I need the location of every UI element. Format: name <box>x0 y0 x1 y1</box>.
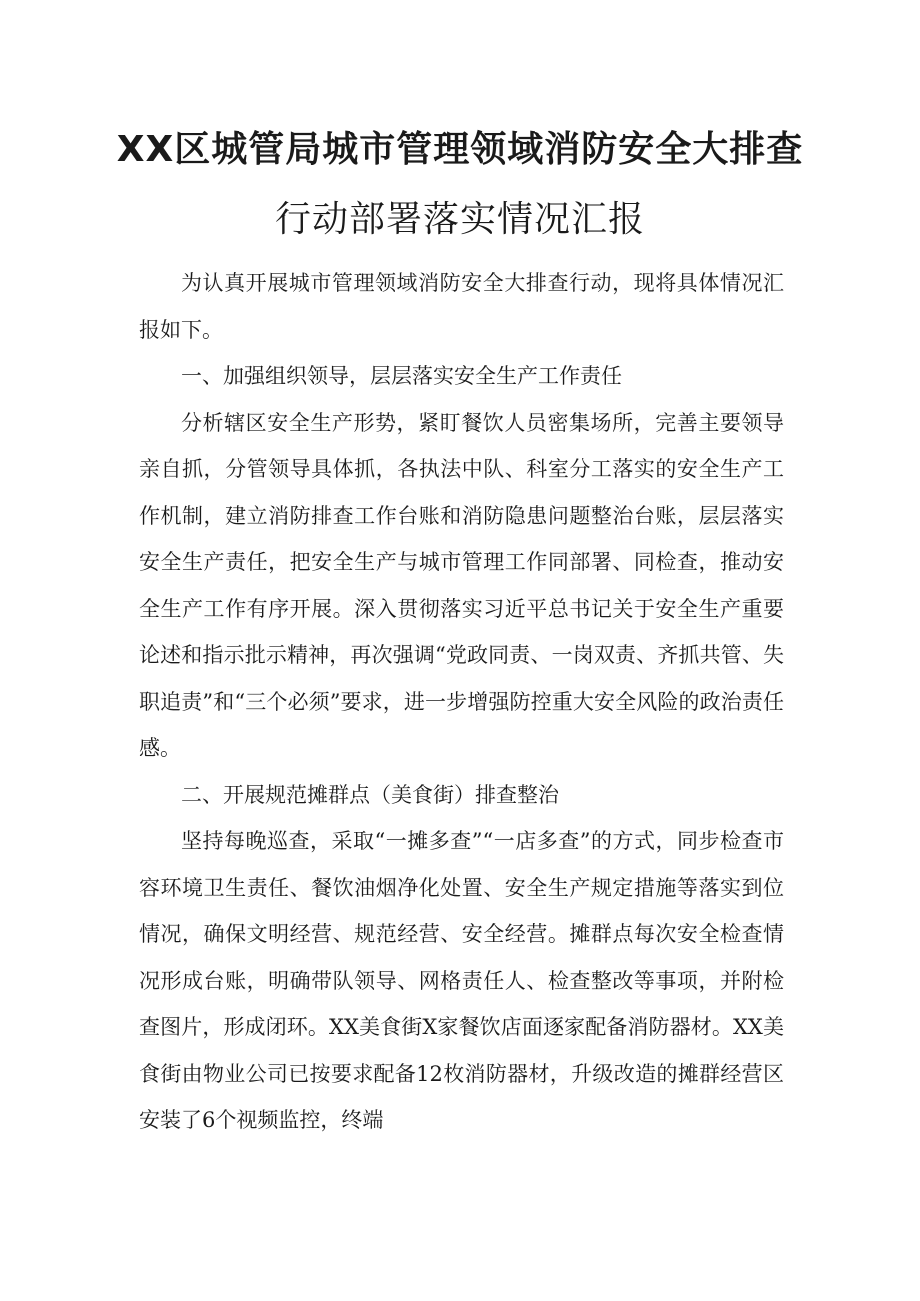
section-2-paragraph: 坚持每晚巡查，采取“一摊多查”“一店多查”的方式，同步检查市容环境卫生责任、餐饮油烟净化处置、安全生产规定措施等落实到位情况，确保文明经营、规范经营、安全经营。摊群点每次安全检查情况形成台账，明确带队领导、网格责任人、检查整改等事项，并附检查图片，形成闭环。XX美食街X家餐饮店面逐家配备消防器材。XX美食街由物业公司已按要求配备12枚消防器材，升级改造的摊群经营区安装了6个视频监控，终端 <box>139 829 784 1132</box>
intro-paragraph: 为认真开展城市管理领域消防安全大排查行动，现将具体情况汇报如下。 <box>139 271 784 342</box>
section-heading-1: 一、加强组织领导，层层落实安全生产工作责任 <box>181 364 622 388</box>
document-body <box>139 260 784 1144</box>
document-title-line-1: XX区城管局城市管理领域消防安全大排查 <box>116 129 804 170</box>
section-heading-2: 二、开展规范摊群点（美食街）排查整治 <box>181 782 559 807</box>
section-1-paragraph: 分析辖区安全生产形势，紧盯餐饮人员密集场所，完善主要领导亲自抓，分管领导具体抓，各执法中队、科室分工落实的安全生产工作机制，建立消防排查工作台账和消防隐患问题整治台账，层层落实安全生产责任，把安全生产与城市管理工作同部署、同检查，推动安全生产工作有序开展。深入贯彻落实习近平总书记关于安全生产重要论述和指示批示精神，再次强调“党政同责、一岗双责、齐抓共管、失职追责”和“三个必须”要求，进一步增强防控重大安全风险的政治责任感。 <box>139 410 784 760</box>
document-title-line-2: 行动部署落实情况汇报 <box>274 199 645 240</box>
